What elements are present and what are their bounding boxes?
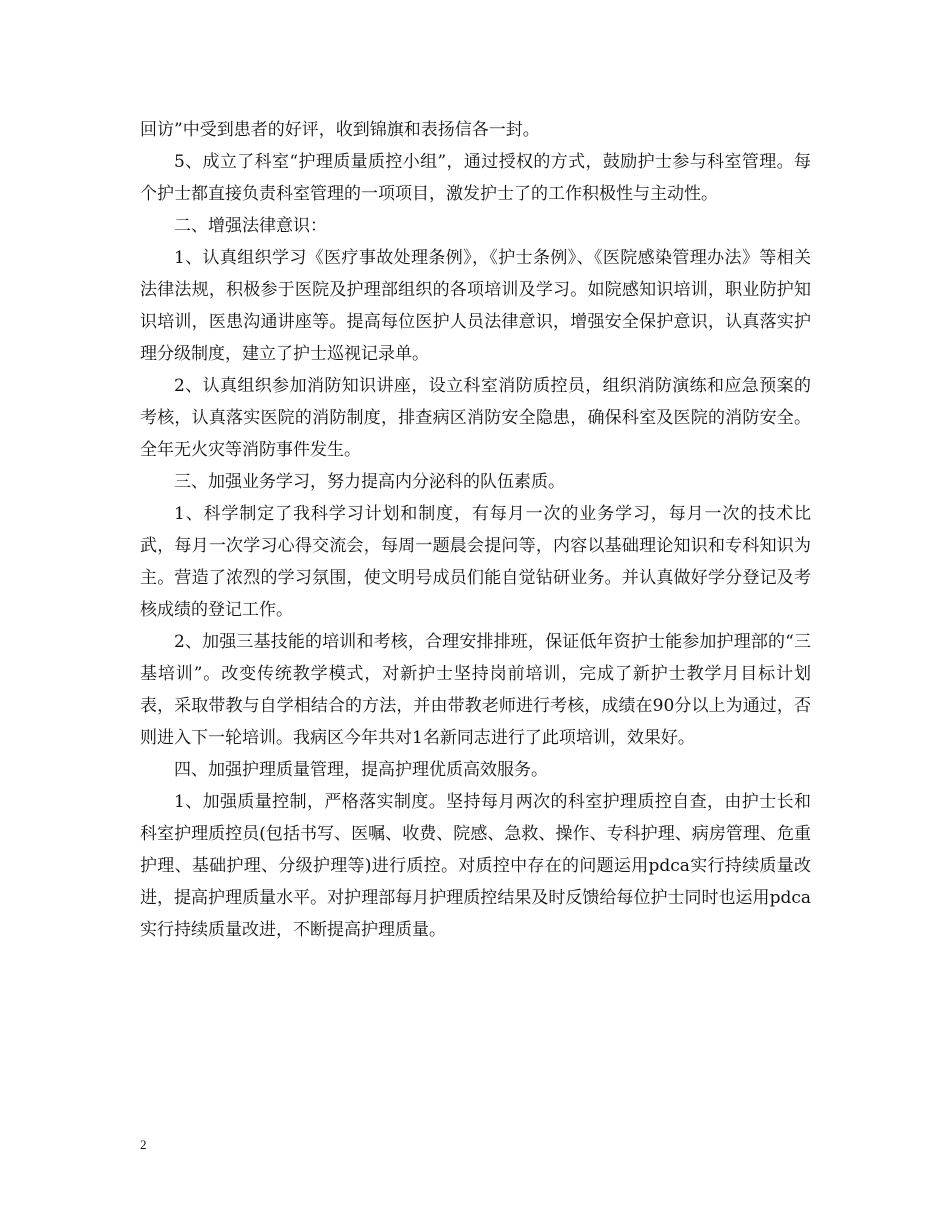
section-heading: 四、加强护理质量管理，提高护理优质高效服务。 [174, 760, 548, 780]
page-number: 2 [140, 1137, 147, 1152]
paragraph: 2、加强三基技能的培训和考核，合理安排排班，保证低年资护士能参加护理部的“三基培训”。改变传统教学模式，对新护士坚持岗前培训，完成了新护士教学月目标计划表，采取带教与自学相结合的方法，并由带教老师进行考核，成绩在90分以上为通过，否则进入下一轮培训。我病区今年共对1名新同志进行了此项培训，效果好。 [140, 632, 811, 748]
paragraph: 回访”中受到患者的好评，收到锦旗和表扬信各一封。 [140, 120, 540, 140]
document-body [140, 114, 811, 946]
section-heading: 二、增强法律意识： [174, 216, 327, 236]
paragraph: 1、认真组织学习《医疗事故处理条例》，《护士条例》、《医院感染管理办法》等相关法律法规，积极参于医院及护理部组织的各项培训及学习。如院感知识培训，职业防护知识培训，医患沟通讲座等。提高每位医护人员法律意识，增强安全保护意识，认真落实护理分级制度，建立了护士巡视记录单。 [140, 248, 811, 364]
section-heading: 三、加强业务学习，努力提高内分泌科的队伍素质。 [174, 472, 565, 492]
paragraph: 1、科学制定了我科学习计划和制度，有每月一次的业务学习，每月一次的技术比武，每月一次学习心得交流会，每周一题晨会提问等，内容以基础理论知识和专科知识为主。营造了浓烈的学习氛围，使文明号成员们能自觉钻研业务。并认真做好学分登记及考核成绩的登记工作。 [140, 504, 811, 620]
paragraph: 1、加强质量控制，严格落实制度。坚持每月两次的科室护理质控自查，由护士长和科室护理质控员(包括书写、医嘱、收费、院感、急救、操作、专科护理、病房管理、危重护理、基础护理、分级护理等)进行质控。对质控中存在的问题运用pdca实行持续质量改进，提高护理质量水平。对护理部每月护理质控结果及时反馈给每位护士同时也运用pdca实行持续质量改进，不断提高护理质量。 [140, 792, 811, 940]
paragraph: 5、成立了科室“护理质量质控小组”，通过授权的方式，鼓励护士参与科室管理。每个护士都直接负责科室管理的一项项目，激发护士了的工作积极性与主动性。 [140, 152, 811, 204]
paragraph: 2、认真组织参加消防知识讲座，设立科室消防质控员，组织消防演练和应急预案的考核，认真落实医院的消防制度，排查病区消防安全隐患，确保科室及医院的消防安全。全年无火灾等消防事件发生。 [140, 376, 811, 460]
